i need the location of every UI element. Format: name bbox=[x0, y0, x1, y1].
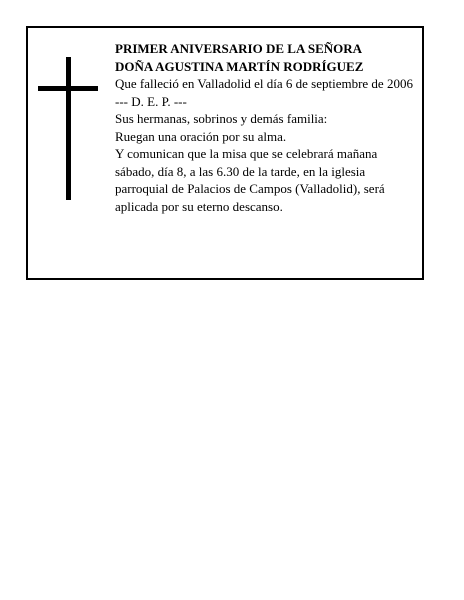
prayer-line: Ruegan una oración por su alma. bbox=[115, 128, 287, 144]
cross-horizontal-bar bbox=[38, 86, 98, 91]
obituary-notice bbox=[26, 26, 424, 280]
notice-text bbox=[115, 40, 415, 215]
rip-line: --- D. E. P. --- bbox=[115, 93, 187, 109]
death-info: Que falleció en Valladolid el día 6 de septiembre de 2006 bbox=[115, 76, 413, 91]
family-line: Sus hermanas, sobrinos y demás familia: bbox=[115, 111, 328, 126]
mass-announcement: Y comunican que la misa que se celebrará mañana sábado, día 8, a las 6.30 de la tarde, en la iglesia parroquial de Palacios de Campos (Valladolid), será aplicada por su eterno descanso. bbox=[115, 146, 385, 214]
notice-title-line-1: PRIMER ANIVERSARIO DE LA SEÑORA bbox=[115, 41, 363, 56]
cross-icon bbox=[38, 57, 98, 200]
notice-title-line-2: DOÑA AGUSTINA MARTÍN RODRÍGUEZ bbox=[115, 58, 364, 74]
cross-vertical-bar bbox=[66, 57, 71, 200]
